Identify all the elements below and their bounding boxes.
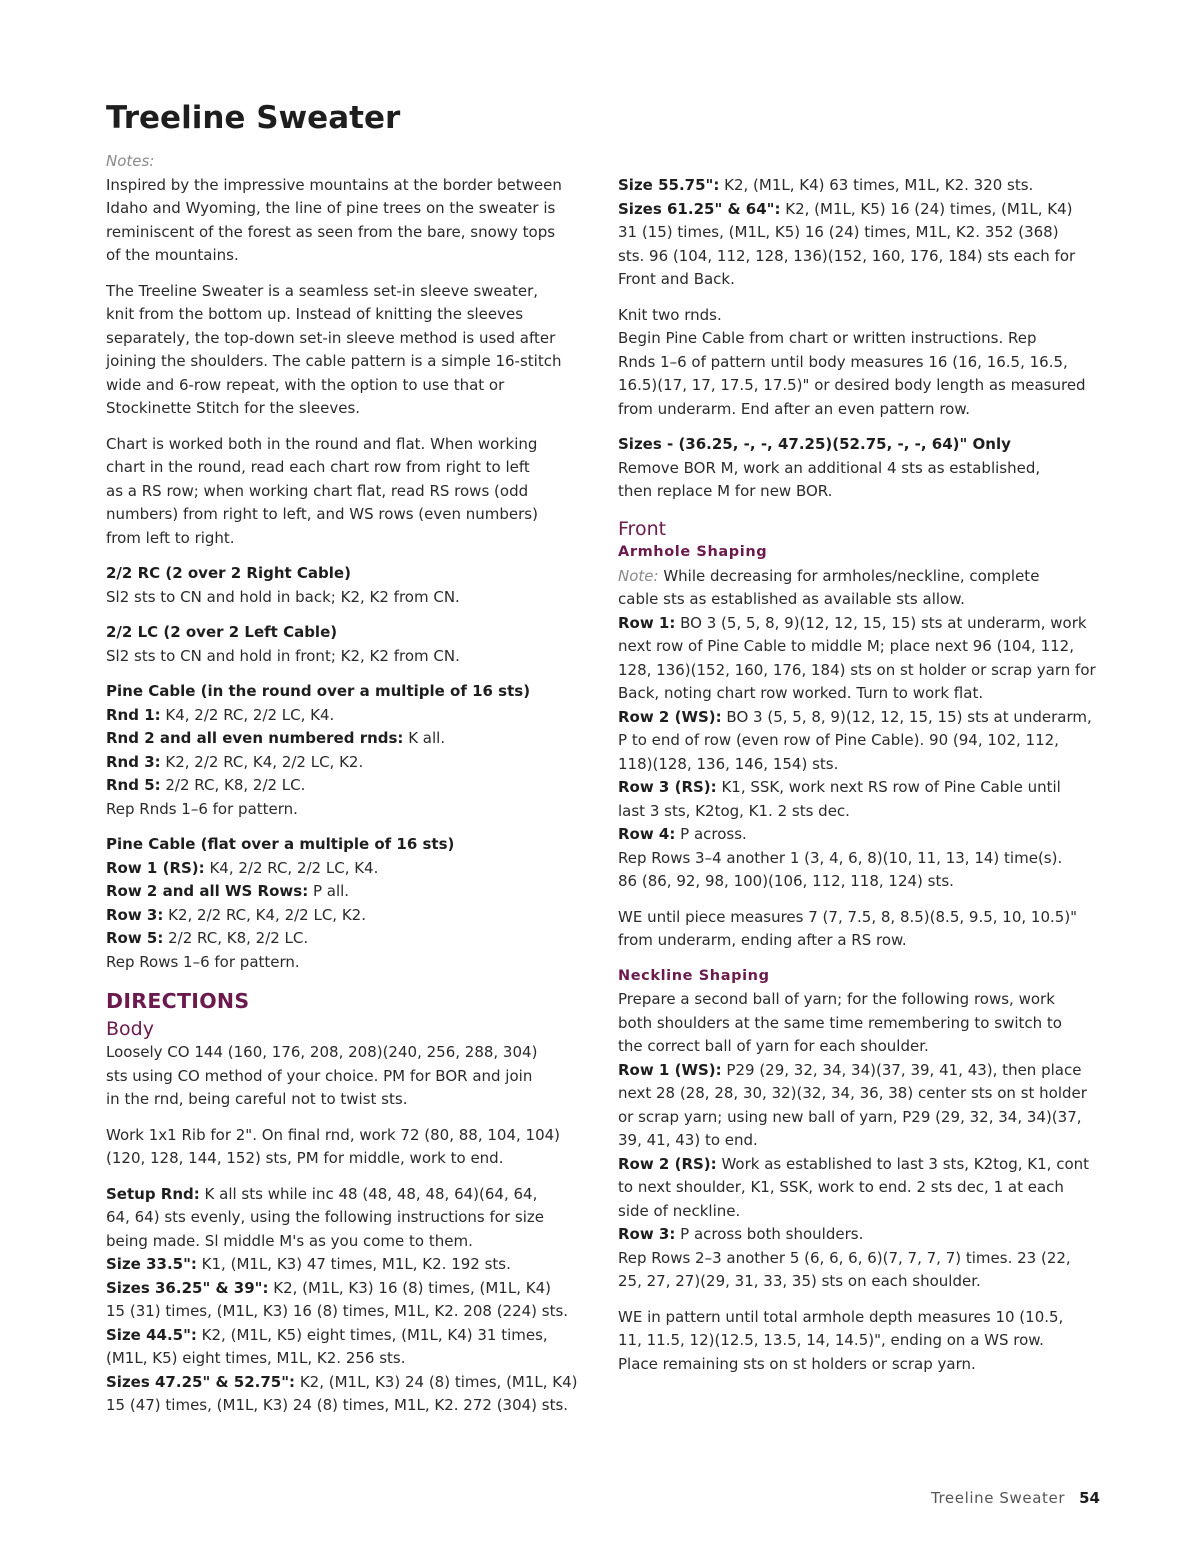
right-column	[618, 174, 1096, 1376]
text-line: Knit two rnds.	[618, 305, 722, 324]
lc-text: Sl2 sts to CN and hold in front; K2, K2 from CN.	[106, 646, 460, 665]
text-line: 118)(128, 136, 146, 154) sts.	[618, 754, 839, 773]
pine-flat-row: Row 3: K2, 2/2 RC, K4, 2/2 LC, K2.	[106, 905, 366, 924]
size-instruction: Size 33.5": K1, (M1L, K3) 47 times, M1L, K2. 192 sts.	[106, 1255, 511, 1273]
text-line: next 28 (28, 28, 30, 32)(32, 34, 36, 38) center sts on st holder	[618, 1084, 1087, 1102]
left-column	[106, 150, 581, 1418]
text-line: to next shoulder, K1, SSK, work to end. 2 sts dec, 1 at each	[618, 1178, 1064, 1196]
directions-heading: DIRECTIONS	[106, 989, 250, 1013]
text-line: in the rnd, being careful not to twist sts.	[106, 1090, 408, 1108]
text-line: from left to right.	[106, 528, 235, 547]
pine-flat-row: Row 5: 2/2 RC, K8, 2/2 LC.	[106, 929, 309, 947]
text-line: reminiscent of the forest as seen from the bare, snowy tops	[106, 222, 556, 241]
armhole-row: Row 4: P across.	[618, 825, 747, 843]
text-line: Rnds 1–6 of pattern until body measures 16 (16, 16.5, 16.5,	[618, 352, 1068, 371]
neckline-row: Row 3: P across both shoulders.	[618, 1225, 864, 1243]
lc-heading: 2/2 LC (2 over 2 Left Cable)	[106, 623, 338, 641]
text-line: 39, 41, 43) to end.	[618, 1131, 758, 1149]
armhole-note: Note: While decreasing for armholes/neckline, complete	[618, 566, 1040, 585]
text-line: Rep Rows 2–3 another 5 (6, 6, 6, 6)(7, 7, 7, 7) times. 23 (22,	[618, 1248, 1071, 1267]
armhole-row: Row 2 (WS): BO 3 (5, 5, 8, 9)(12, 12, 15, 15) sts at underarm,	[618, 707, 1092, 726]
text-line: Work 1x1 Rib for 2". On final rnd, work 72 (80, 88, 104, 104)	[106, 1125, 561, 1144]
pine-flat-row: Row 2 and all WS Rows: P all.	[106, 882, 350, 900]
text-line: P to end of row (even row of Pine Cable). 90 (94, 102, 112,	[618, 731, 1059, 749]
text-line: wide and 6-row repeat, with the option to use that or	[106, 375, 505, 394]
pine-flat-row: Row 1 (RS): K4, 2/2 RC, 2/2 LC, K4.	[106, 858, 379, 877]
text-line: 16.5)(17, 17, 17.5, 17.5)" or desired body length as measured	[618, 376, 1086, 394]
text-line: Front and Back.	[618, 270, 735, 288]
size-instruction: Size 44.5": K2, (M1L, K5) eight times, (M1L, K4) 31 times,	[106, 1325, 548, 1344]
text-line: joining the shoulders. The cable pattern is a simple 16-stitch	[106, 352, 562, 370]
text-line: side of neckline.	[618, 1201, 741, 1220]
text-line: Place remaining sts on st holders or scrap yarn.	[618, 1354, 976, 1373]
text-line: 25, 27, 27)(29, 31, 33, 35) sts on each shoulder.	[618, 1272, 981, 1290]
text-line: 86 (86, 92, 98, 100)(106, 112, 118, 124) sts.	[618, 872, 954, 890]
footer-title: Treeline Sweater	[930, 1489, 1066, 1507]
text-line: from underarm. End after an even pattern row.	[618, 399, 971, 418]
setup-rnd: Setup Rnd: K all sts while inc 48 (48, 48, 48, 64)(64, 64,	[106, 1184, 538, 1203]
pine-round-row: Rnd 2 and all even numbered rnds: K all.	[106, 729, 446, 747]
text-line: numbers) from right to left, and WS rows (even numbers)	[106, 505, 538, 523]
text-line: sts. 96 (104, 112, 128, 136)(152, 160, 176, 184) sts each for	[618, 246, 1076, 265]
text-line: being made. Sl middle M's as you come to them.	[106, 1231, 473, 1250]
neckline-row: Row 2 (RS): Work as established to last 3 sts, K2tog, K1, cont	[618, 1154, 1090, 1173]
text-line: from underarm, ending after a RS row.	[618, 931, 907, 949]
text-line: (120, 128, 144, 152) sts, PM for middle, work to end.	[106, 1149, 504, 1167]
text-line: 64, 64) sts evenly, using the following instructions for size	[106, 1208, 544, 1226]
size-instruction: Sizes 36.25" & 39": K2, (M1L, K3) 16 (8) times, (M1L, K4)	[106, 1278, 551, 1297]
rc-heading: 2/2 RC (2 over 2 Right Cable)	[106, 564, 351, 582]
text-line: or scrap yarn; using new ball of yarn, P29 (29, 32, 34, 34)(37,	[618, 1107, 1082, 1126]
text-line: Inspired by the impressive mountains at the border between	[106, 175, 562, 194]
text-line: Remove BOR M, work an additional 4 sts as established,	[618, 458, 1041, 477]
text-line: cable sts as established as available sts allow.	[618, 590, 965, 608]
text-line: the correct ball of yarn for each shoulder.	[618, 1037, 929, 1055]
armhole-shaping-heading: Armhole Shaping	[618, 544, 768, 560]
size-instruction: Size 55.75": K2, (M1L, K4) 63 times, M1L, K2. 320 sts.	[618, 176, 1034, 194]
text-line: Stockinette Stitch for the sleeves.	[106, 399, 361, 417]
neckline-shaping-heading: Neckline Shaping	[618, 967, 770, 984]
size-instruction: Sizes 61.25" & 64": K2, (M1L, K5) 16 (24) times, (M1L, K4)	[618, 199, 1073, 218]
text-line: Idaho and Wyoming, the line of pine trees on the sweater is	[106, 199, 556, 217]
text-line: 15 (31) times, (M1L, K3) 16 (8) times, M1L, K2. 208 (224) sts.	[106, 1302, 569, 1320]
text-line: of the mountains.	[106, 246, 239, 264]
notes-paragraph-1	[106, 174, 581, 268]
page-title: Treeline Sweater	[106, 100, 401, 136]
text-line: Begin Pine Cable from chart or written instructions. Rep	[618, 329, 1037, 347]
armhole-row: Row 1: BO 3 (5, 5, 8, 9)(12, 12, 15, 15) sts at underarm, work	[618, 613, 1087, 632]
notes-label: Notes:	[106, 152, 155, 170]
text-line: chart in the round, read each chart row from right to left	[106, 458, 530, 476]
size-instruction: Sizes 47.25" & 52.75": K2, (M1L, K3) 24 (8) times, (M1L, K4)	[106, 1372, 578, 1391]
pine-flat-heading: Pine Cable (flat over a multiple of 16 sts)	[106, 835, 455, 853]
text-line: 128, 136)(152, 160, 176, 184) sts on st holder or scrap yarn for	[618, 660, 1096, 679]
sizes-only-heading: Sizes - (36.25, -, -, 47.25)(52.75, -, -, 64)" Only	[618, 435, 1011, 453]
rc-text: Sl2 sts to CN and hold in back; K2, K2 from CN.	[106, 587, 460, 606]
page-footer	[931, 1489, 1100, 1507]
text-line: 11, 11.5, 12)(12.5, 13.5, 14, 14.5)", ending on a WS row.	[618, 1331, 1044, 1349]
body-heading: Body	[106, 1017, 154, 1040]
text-line: Rep Rows 3–4 another 1 (3, 4, 6, 8)(10, 11, 13, 14) time(s).	[618, 848, 1063, 867]
pine-round-row: Rnd 1: K4, 2/2 RC, 2/2 LC, K4.	[106, 705, 335, 724]
text-line: WE in pattern until total armhole depth measures 10 (10.5,	[618, 1307, 1064, 1326]
pine-round-row: Rnd 5: 2/2 RC, K8, 2/2 LC.	[106, 776, 306, 794]
page-number: 54	[1079, 1489, 1100, 1507]
text-line: as a RS row; when working chart flat, read RS rows (odd	[106, 481, 529, 500]
text-line: Chart is worked both in the round and flat. When working	[106, 434, 538, 453]
text-line: Prepare a second ball of yarn; for the following rows, work	[618, 990, 1055, 1008]
text-line: Back, noting chart row worked. Turn to work flat.	[618, 684, 984, 702]
text-line: sts using CO method of your choice. PM for BOR and join	[106, 1066, 533, 1085]
notes-paragraph-3	[106, 433, 581, 551]
notes-paragraph-2	[106, 280, 581, 421]
pine-flat-row: Rep Rows 1–6 for pattern.	[106, 952, 300, 971]
pine-round-row: Rnd 3: K2, 2/2 RC, K4, 2/2 LC, K2.	[106, 752, 364, 771]
text-line: next row of Pine Cable to middle M; place next 96 (104, 112,	[618, 637, 1074, 655]
text-line: 15 (47) times, (M1L, K3) 24 (8) times, M1L, K2. 272 (304) sts.	[106, 1396, 569, 1414]
text-line: separately, the top-down set-in sleeve method is used after	[106, 328, 556, 347]
text-line: Loosely CO 144 (160, 176, 208, 208)(240, 256, 288, 304)	[106, 1043, 538, 1061]
text-line: The Treeline Sweater is a seamless set-in sleeve sweater,	[106, 281, 539, 300]
text-line: both shoulders at the same time remembering to switch to	[618, 1013, 1062, 1032]
armhole-row: Row 3 (RS): K1, SSK, work next RS row of Pine Cable until	[618, 778, 1061, 796]
text-line: knit from the bottom up. Instead of knitting the sleeves	[106, 305, 524, 323]
text-line: WE until piece measures 7 (7, 7.5, 8, 8.5)(8.5, 9.5, 10, 10.5)"	[618, 907, 1078, 926]
text-line: then replace M for new BOR.	[618, 482, 833, 500]
text-line: last 3 sts, K2tog, K1. 2 sts dec.	[618, 801, 850, 820]
pine-round-heading: Pine Cable (in the round over a multiple of 16 sts)	[106, 682, 531, 700]
pine-round-row: Rep Rnds 1–6 for pattern.	[106, 799, 298, 818]
text-line: (M1L, K5) eight times, M1L, K2. 256 sts.	[106, 1349, 406, 1367]
front-heading: Front	[618, 517, 667, 540]
neckline-row: Row 1 (WS): P29 (29, 32, 34, 34)(37, 39, 41, 43), then place	[618, 1060, 1082, 1079]
text-line: 31 (15) times, (M1L, K5) 16 (24) times, M1L, K2. 352 (368)	[618, 223, 1059, 241]
